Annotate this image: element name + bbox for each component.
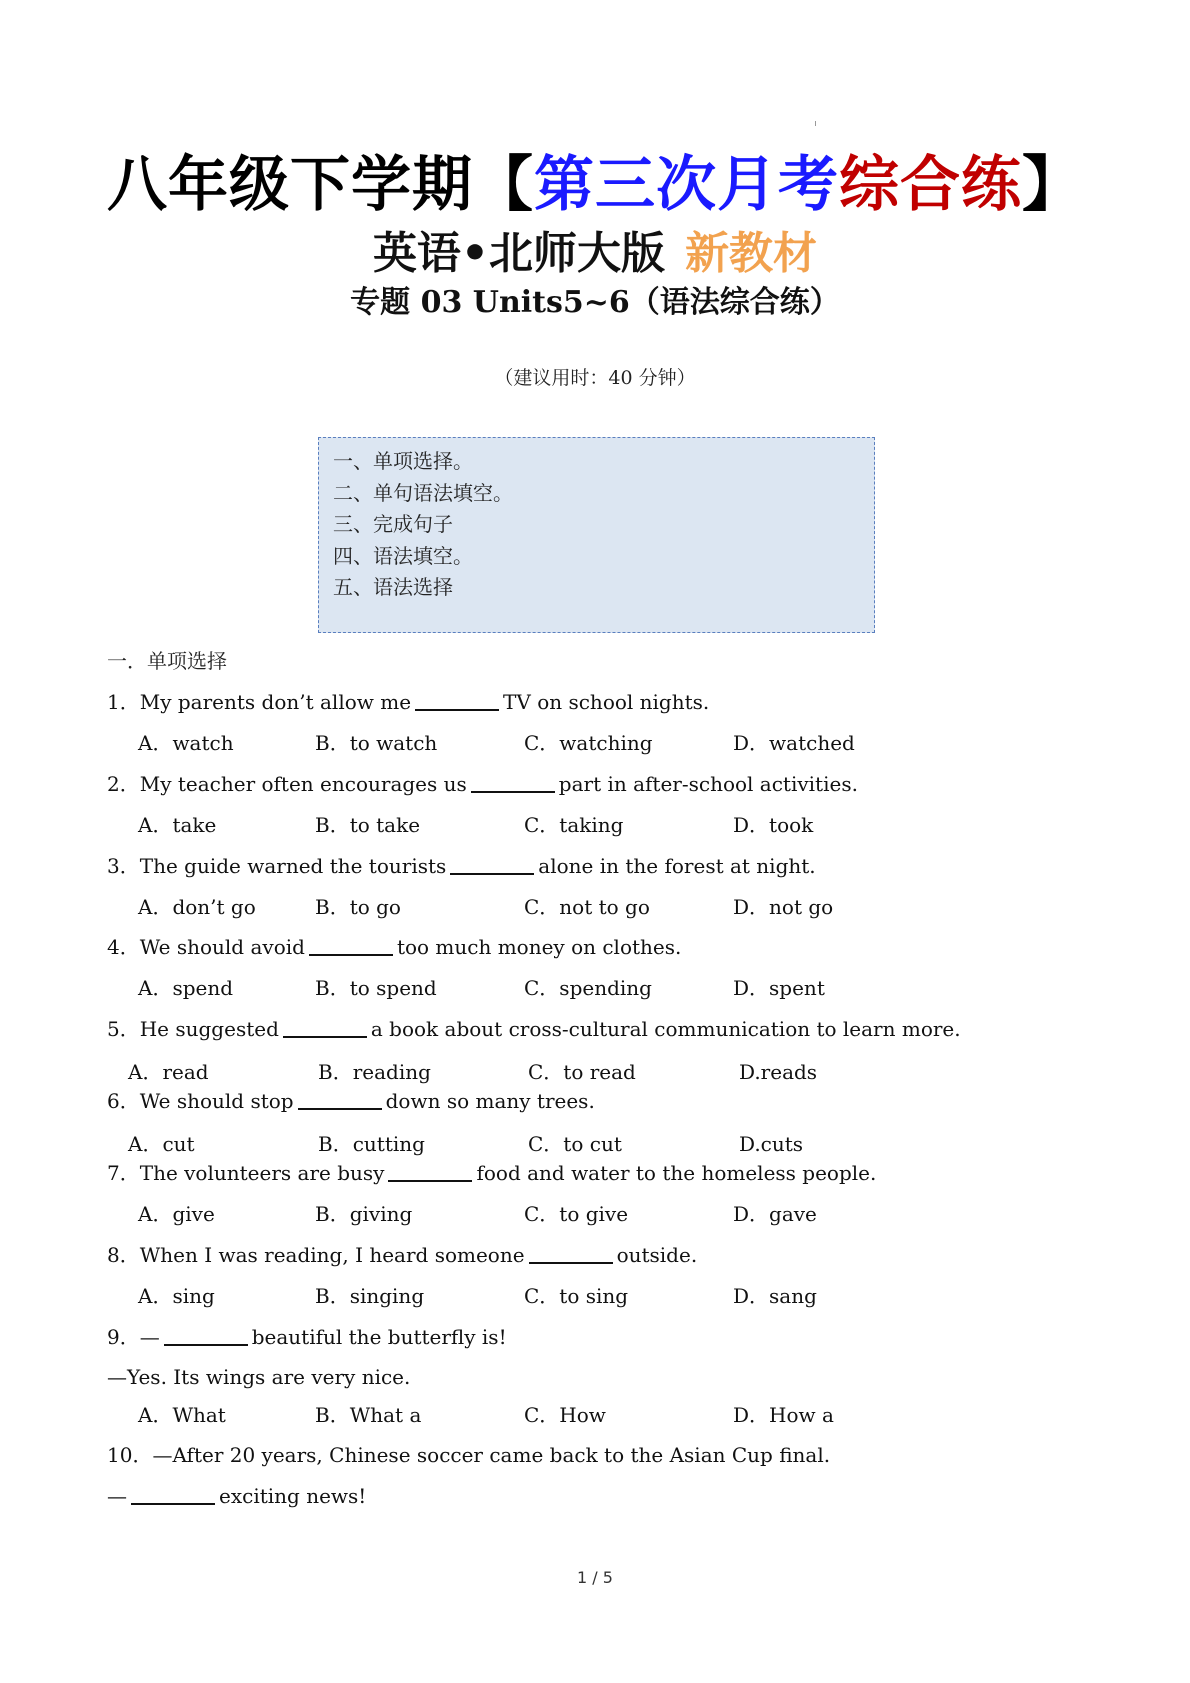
option-c[interactable]: C．spending xyxy=(524,976,652,1000)
question-text: 1．My parents don’t allow me xyxy=(107,690,412,714)
question-text: 5．He suggested xyxy=(107,1017,279,1041)
answer-blank xyxy=(131,1483,215,1505)
option-b[interactable]: B．to watch xyxy=(315,731,438,755)
answer-blank xyxy=(415,689,499,711)
answer-blank xyxy=(283,1016,367,1038)
option-d[interactable]: D．watched xyxy=(733,731,855,755)
title-part-3: 综合练 xyxy=(839,150,1022,220)
option-c[interactable]: C．to sing xyxy=(524,1284,629,1308)
answer-blank xyxy=(298,1088,382,1110)
option-c[interactable]: C．watching xyxy=(524,731,653,755)
options-row xyxy=(0,1058,1190,1086)
option-a[interactable]: A．cut xyxy=(128,1132,195,1156)
option-d[interactable]: D．took xyxy=(733,813,814,837)
page-title xyxy=(0,148,1190,222)
option-d[interactable]: D．How a xyxy=(733,1403,834,1427)
section-heading: 一．单项选择 xyxy=(107,649,227,673)
option-b[interactable]: B．to go xyxy=(315,895,401,919)
toc-item: 二、单句语法填空。 xyxy=(333,480,513,505)
option-b[interactable]: B．What a xyxy=(315,1403,422,1427)
toc-item: 三、完成句子 xyxy=(333,512,453,536)
option-b[interactable]: B．giving xyxy=(315,1202,413,1226)
question-1 xyxy=(107,688,709,716)
question-text: down so many trees. xyxy=(385,1089,595,1113)
question-text: beautiful the butterfly is! xyxy=(251,1325,507,1349)
toc-item: 五、语法选择 xyxy=(333,575,453,599)
question-text: part in after-school activities. xyxy=(558,772,858,796)
options-row xyxy=(0,893,1190,921)
option-b[interactable]: B．cutting xyxy=(318,1132,425,1156)
question-text: a book about cross-cultural communication to learn more. xyxy=(370,1017,961,1041)
subtitle-tag: 新教材 xyxy=(685,228,818,279)
option-a[interactable]: A．spend xyxy=(138,976,234,1000)
title-part-4: 】 xyxy=(1022,150,1083,220)
option-c[interactable]: C．to give xyxy=(524,1202,629,1226)
question-text: food and water to the homeless people. xyxy=(476,1161,877,1185)
option-a[interactable]: A．watch xyxy=(138,731,234,755)
option-c[interactable]: C．not to go xyxy=(524,895,650,919)
question-3 xyxy=(107,852,816,880)
question-9 xyxy=(107,1323,507,1351)
toc-item: 四、语法填空。 xyxy=(333,543,473,568)
reply-dash: — xyxy=(107,1484,127,1508)
toc-item: 一、单项选择。 xyxy=(333,449,473,473)
question-text: too much money on clothes. xyxy=(396,935,682,959)
option-a[interactable]: A．don’t go xyxy=(138,895,256,919)
options-row xyxy=(0,1130,1190,1158)
option-d[interactable]: D.cuts xyxy=(739,1132,804,1156)
question-text: 7．The volunteers are busy xyxy=(107,1161,385,1185)
options-row xyxy=(0,811,1190,839)
question-text: TV on school nights. xyxy=(503,690,710,714)
question-text: 8．When I was reading, I heard someone xyxy=(107,1243,525,1267)
question-4 xyxy=(107,933,681,961)
page-subtitle xyxy=(0,226,1190,282)
page-tick-mark xyxy=(815,121,816,126)
option-a[interactable]: A．What xyxy=(138,1403,226,1427)
question-text: 2．My teacher often encourages us xyxy=(107,772,467,796)
option-a[interactable]: A．take xyxy=(138,813,217,837)
options-row xyxy=(0,974,1190,1002)
option-c[interactable]: C．to cut xyxy=(528,1132,622,1156)
option-c[interactable]: C．taking xyxy=(524,813,624,837)
answer-blank xyxy=(450,853,534,875)
table-of-contents xyxy=(318,437,875,633)
question-7 xyxy=(107,1159,876,1187)
question-6 xyxy=(107,1087,595,1115)
options-row xyxy=(0,1401,1190,1429)
question-5 xyxy=(107,1015,961,1043)
question-10: 10．—After 20 years, Chinese soccer came back to the Asian Cup final. xyxy=(107,1443,831,1467)
option-d[interactable]: D．sang xyxy=(733,1284,817,1308)
question-text: outside. xyxy=(616,1243,698,1267)
option-a[interactable]: A．read xyxy=(128,1060,209,1084)
option-d[interactable]: D．gave xyxy=(733,1202,817,1226)
option-b[interactable]: B．to take xyxy=(315,813,421,837)
answer-blank xyxy=(529,1242,613,1264)
answer-blank xyxy=(471,771,555,793)
topic-title: 专题 03 Units5~6（语法综合练） xyxy=(350,285,840,320)
question-8 xyxy=(107,1241,697,1269)
answer-blank xyxy=(164,1324,248,1346)
question-9-reply: —Yes. Its wings are very nice. xyxy=(107,1365,411,1389)
question-text: alone in the forest at night. xyxy=(538,854,816,878)
title-part-2: 第三次月考 xyxy=(534,150,839,220)
page-number: 1 / 5 xyxy=(577,1568,613,1587)
title-part-1: 八年级下学期【 xyxy=(107,150,534,220)
options-row xyxy=(0,1200,1190,1228)
question-text: 3．The guide warned the tourists xyxy=(107,854,447,878)
option-a[interactable]: A．give xyxy=(138,1202,215,1226)
question-2 xyxy=(107,770,858,798)
question-text: 9．— xyxy=(107,1325,160,1349)
question-10-reply xyxy=(107,1482,366,1510)
option-d[interactable]: D．not go xyxy=(733,895,834,919)
option-b[interactable]: B．reading xyxy=(318,1060,431,1084)
question-text: 6．We should stop xyxy=(107,1089,294,1113)
answer-blank xyxy=(309,934,393,956)
options-row xyxy=(0,1282,1190,1310)
suggested-time: （建议用时：40 分钟） xyxy=(494,367,696,389)
option-d[interactable]: D．spent xyxy=(733,976,825,1000)
option-a[interactable]: A．sing xyxy=(138,1284,215,1308)
option-b[interactable]: B．to spend xyxy=(315,976,437,1000)
options-row xyxy=(0,729,1190,757)
option-c[interactable]: C．How xyxy=(524,1403,606,1427)
subtitle-text: 英语•北师大版 xyxy=(372,228,666,279)
question-text: exciting news! xyxy=(219,1484,367,1508)
option-d[interactable]: D.reads xyxy=(739,1060,818,1084)
option-b[interactable]: B．singing xyxy=(315,1284,425,1308)
question-text: 4．We should avoid xyxy=(107,935,305,959)
answer-blank xyxy=(388,1160,472,1182)
option-c[interactable]: C．to read xyxy=(528,1060,636,1084)
